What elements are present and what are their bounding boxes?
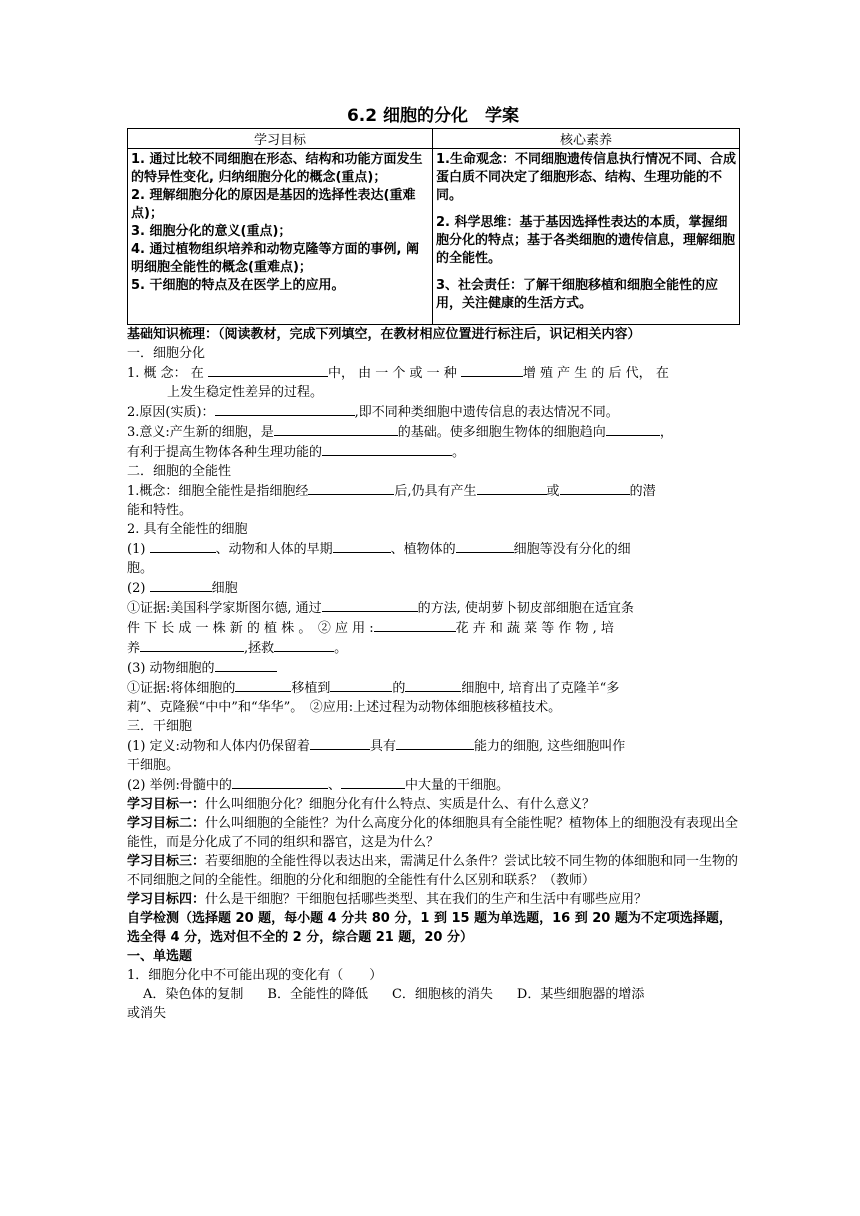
- fill-line: (1) 定义:动物和人体内仍保留着 具有 能力的细胞, 这些细胞叫作: [127, 736, 739, 756]
- blank-field[interactable]: [560, 481, 630, 495]
- option-b[interactable]: B．全能性的降低: [267, 987, 368, 1002]
- competencies-header: 核心素养: [433, 129, 740, 149]
- fill-line: ①证据:将体细胞的 移植到 的 细胞中, 培育出了克隆羊“多: [127, 678, 739, 698]
- section-heading: 二．细胞的全能性: [127, 464, 232, 479]
- blank-field[interactable]: [235, 678, 291, 692]
- fill-line: 干细胞。: [127, 758, 180, 773]
- blank-field[interactable]: [461, 363, 523, 377]
- learning-goal: 学习目标二：什么叫细胞的全能性？为什么高度分化的体细胞具有全能性呢？植物体上的细胞没有表现出全能性，而是分化成了不同的组织和器官，这是为什么？: [127, 816, 739, 850]
- objective-item: 4. 通过植物组织培养和动物克隆等方面的事例, 阐明细胞全能性的概念(重难点)；: [131, 242, 419, 275]
- option-a[interactable]: A．染色体的复制: [143, 987, 244, 1002]
- blank-field[interactable]: [232, 775, 328, 789]
- learning-goal: 学习目标一：什么叫细胞分化？细胞分化有什么特点、实质是什么、有什么意义？: [127, 797, 596, 812]
- objective-item: 1. 通过比较不同细胞在形态、结构和功能方面发生的特异性变化, 归纳细胞分化的概念(重点)；: [131, 152, 423, 185]
- blank-field[interactable]: [477, 481, 547, 495]
- blank-field[interactable]: [322, 442, 452, 456]
- fill-line: 2.原因(实质)： ,即不同种类细胞中遗传信息的表达情况不同。: [127, 402, 739, 422]
- question-stem: 1．细胞分化中不可能出现的变化有（ ）: [127, 968, 383, 983]
- blank-field[interactable]: [308, 481, 394, 495]
- blank-field[interactable]: [405, 678, 461, 692]
- learning-goal: 学习目标三：若要细胞的全能性得以表达出来，需满足什么条件？尝试比较不同生物的体细胞和同一生物的不同细胞之间的全能性。细胞的分化和细胞的全能性有什么区别和联系？（教师）: [127, 854, 739, 888]
- fill-line: 养 ,拯救 。: [127, 638, 739, 658]
- fill-line: 上发生稳定性差异的过程。: [167, 385, 324, 400]
- objectives-table: [127, 128, 740, 325]
- fill-line: 有利于提高生物体各种生理功能的 。: [127, 442, 739, 462]
- fill-line: 能和特性。: [127, 503, 193, 518]
- competency-item: 1.生命观念：不同细胞遗传信息执行情况不同、合成蛋白质不同决定了细胞形态、结构、生理功能的不同。: [436, 152, 736, 203]
- blank-field[interactable]: [374, 618, 456, 632]
- objectives-cell: [128, 149, 433, 325]
- competency-item: 3、社会责任：了解干细胞移植和细胞全能性的应用，关注健康的生活方式。: [436, 278, 719, 311]
- competency-item: 2. 科学思维：基于基因选择性表达的本质，掌握细胞分化的特点；基于各类细胞的遗传信息，理解细胞的全能性。: [436, 215, 736, 266]
- competencies-cell: [433, 149, 740, 325]
- blank-field[interactable]: [330, 678, 392, 692]
- fill-line: 3.意义:产生新的细胞，是 的基础。使多细胞生物体的细胞趋向 ，: [127, 422, 739, 442]
- fill-line: 件 下 长 成 一 株 新 的 植 株 。 ② 应 用 : 花 卉 和 蔬 菜 等 作 物 , 培: [127, 618, 739, 638]
- fill-line: (2) 细胞: [127, 578, 739, 598]
- fill-line: ①证据:美国科学家斯图尔德, 通过 的方法, 使胡萝卜韧皮部细胞在适宜条: [127, 598, 739, 618]
- blank-field[interactable]: [396, 736, 474, 750]
- section-heading: 一．细胞分化: [127, 346, 206, 361]
- blank-field[interactable]: [333, 539, 391, 553]
- fill-line: (1) 、动物和人体的早期 、植物体的 细胞等没有分化的细: [127, 539, 739, 559]
- objective-item: 2. 理解细胞分化的原因是基因的选择性表达(重难点)；: [131, 188, 416, 221]
- blank-field[interactable]: [274, 638, 334, 652]
- question-options: [127, 985, 739, 1004]
- blank-field[interactable]: [322, 598, 418, 612]
- blank-field[interactable]: [310, 736, 370, 750]
- fill-line: 2. 具有全能性的细胞: [127, 522, 248, 537]
- blank-field[interactable]: [341, 775, 405, 789]
- objective-item: 3. 细胞分化的意义(重点)；: [131, 224, 292, 239]
- option-c[interactable]: C．细胞核的消失: [391, 987, 493, 1002]
- blank-field[interactable]: [456, 539, 514, 553]
- fill-line: (2) 举例:骨髓中的 、 中大量的干细胞。: [127, 775, 739, 795]
- fill-line: 胞。: [127, 561, 154, 576]
- fill-line: 1.概念：细胞全能性是指细胞经 后,仍具有产生 或 的潜: [127, 481, 739, 501]
- objectives-header: 学习目标: [128, 129, 433, 149]
- blank-field[interactable]: [274, 422, 398, 436]
- blank-field[interactable]: [208, 363, 328, 377]
- self-test-heading: 自学检测（选择题 20 题，每小题 4 分共 80 分，1 到 15 题为单选题，16 到 20 题为不定项选择题，选全得 4 分，选对但不全的 2 分，综合题 21 题，20 分）: [127, 911, 732, 945]
- blank-field[interactable]: [150, 539, 216, 553]
- worksheet-body: [127, 325, 739, 1023]
- option-d[interactable]: D．某些细胞器的增添: [516, 987, 645, 1002]
- blank-field[interactable]: [140, 638, 244, 652]
- section-heading: 三．干细胞: [127, 719, 193, 734]
- learning-goal: 学习目标四：什么是干细胞？干细胞包括哪些类型、其在我们的生产和生活中有哪些应用？: [127, 892, 648, 907]
- fill-line: 1. 概 念： 在 中， 由 一 个 或 一 种 增 殖 产 生 的 后 代， 在: [127, 363, 739, 383]
- blank-field[interactable]: [215, 402, 355, 416]
- basics-heading: 基础知识梳理：（阅读教材，完成下列填空，在教材相应位置进行标注后，识记相关内容）: [127, 327, 641, 342]
- blank-field[interactable]: [215, 658, 277, 672]
- worksheet-page: [127, 104, 739, 1023]
- objective-item: 5. 干细胞的特点及在医学上的应用。: [131, 278, 345, 293]
- blank-field[interactable]: [606, 422, 660, 436]
- blank-field[interactable]: [150, 578, 212, 592]
- option-continuation: 或消失: [127, 1006, 167, 1021]
- fill-line: 莉”、克隆猴“中中”和“华华”。 ②应用:上述过程为动物体细胞核移植技术。: [127, 700, 562, 715]
- page-title: 6.2 细胞的分化 学案: [346, 106, 520, 126]
- single-choice-heading: 一、单选题: [127, 949, 193, 964]
- fill-line: (3) 动物细胞的: [127, 658, 739, 678]
